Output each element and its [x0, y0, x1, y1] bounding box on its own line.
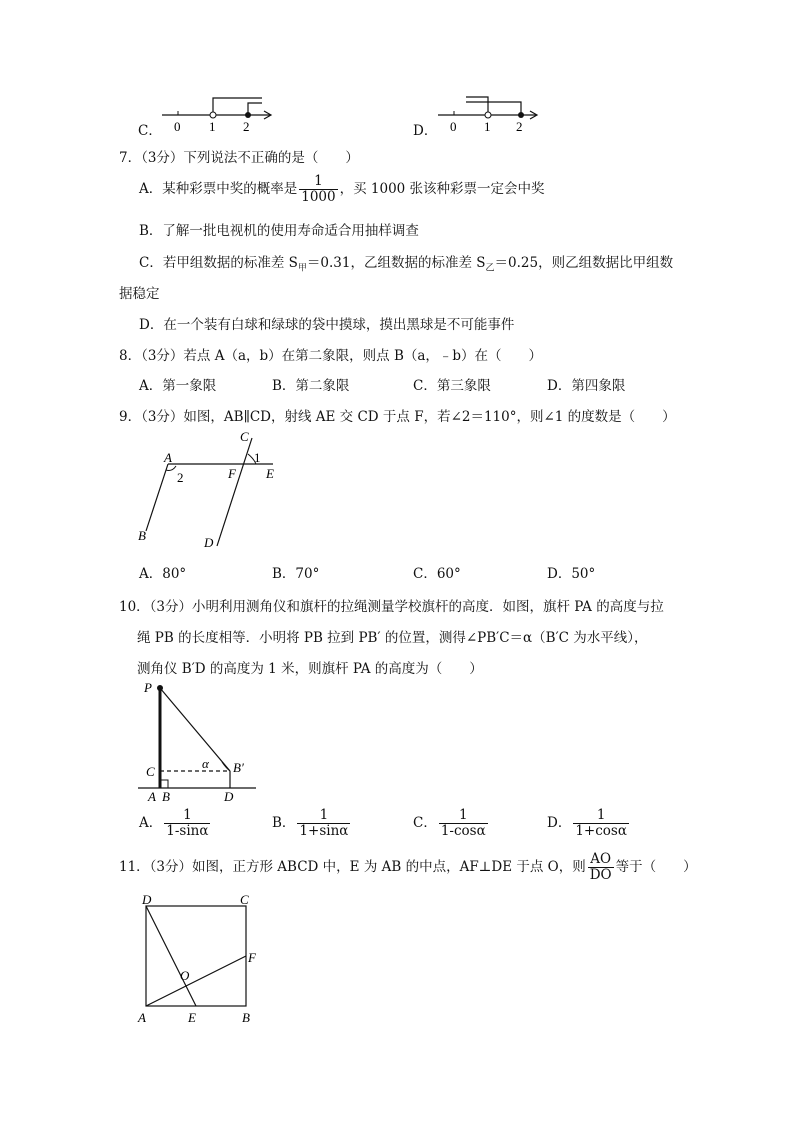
q9-label-c: C: [240, 429, 249, 444]
q10-b-fraction: [297, 808, 350, 839]
q11-label-b: B: [242, 1010, 250, 1025]
q10-option-a: [139, 808, 212, 839]
q6-c-tick-1: 1: [209, 119, 216, 134]
q6-option-d-label: D．: [413, 123, 438, 139]
q11-stem-post: 等于（ ）: [615, 858, 697, 875]
q10-c-num: 1: [458, 807, 468, 823]
q7-option-a: [139, 174, 545, 205]
q7-stem: 7．（3分）下列说法不正确的是（ ）: [119, 150, 359, 166]
q8-stem: 8．（3分）若点 A（a，b）在第二象限，则点 B（a，﹣b）在（ ）: [119, 348, 543, 364]
q10-label-d: D: [224, 789, 234, 804]
q10-figure: [130, 676, 270, 804]
q7-a-prefix: A．某种彩票中奖的概率是: [139, 180, 298, 197]
q10-label-alpha: α: [202, 756, 209, 771]
q7-c-sub2: 乙: [485, 263, 495, 274]
q10-label-c: C: [146, 764, 155, 779]
q6-option-d-number-line: [436, 92, 556, 137]
q10-c-fraction: [439, 808, 488, 839]
q10-option-d: [547, 808, 631, 839]
q10-a-fraction: [164, 808, 210, 839]
q7-option-b: B．了解一批电视机的使用寿命适合用抽样调查: [139, 223, 419, 239]
q9-figure: [130, 426, 290, 554]
q10-label-a: A: [148, 789, 156, 804]
q11-figure: [130, 890, 270, 1030]
q11-label-f: F: [248, 950, 256, 965]
q10-a-num: 1: [183, 807, 192, 823]
q7-option-d: D．在一个装有白球和绿球的袋中摸球，摸出黑球是不可能事件: [139, 317, 515, 333]
q10-option-c: [413, 808, 490, 839]
q10-line2: 绳 PB 的长度相等．小明将 PB 拉到 PB′ 的位置，测得∠PB′C＝α（B′C 为水平线），: [137, 630, 648, 646]
q7-c-part3: ＝0.25，则乙组数据比甲组数: [494, 255, 674, 271]
q11-label-e: E: [188, 1010, 196, 1025]
q9-stem: 9．（3分）如图，AB∥CD，射线 AE 交 CD 于点 F，若∠2＝110°，则∠1 的度数是（ ）: [119, 409, 676, 425]
q10-line3: 测角仪 B′D 的高度为 1 米，则旗杆 PA 的高度为（ ）: [137, 661, 483, 677]
q10-c-letter: C．: [413, 814, 437, 831]
q7-option-c-continued: 据稳定: [119, 286, 160, 302]
q6-d-tick-1: 1: [484, 119, 491, 134]
q6-d-tick-2: 2: [516, 119, 523, 134]
q8-option-b: B．第二象限: [272, 378, 350, 394]
q9-label-2: 2: [177, 470, 184, 485]
q10-a-letter: A．: [139, 814, 163, 831]
q10-c-den: 1-cosα: [440, 822, 486, 839]
q9-option-c: C．60°: [413, 566, 461, 582]
q7-a-denominator: 1000: [301, 188, 336, 205]
q10-d-letter: D．: [547, 814, 572, 831]
q10-d-fraction: [573, 808, 629, 839]
q7-option-c: [139, 251, 673, 274]
q10-label-p: P: [144, 680, 152, 695]
q7-a-numerator: 1: [314, 173, 323, 189]
q8-option-a: A．第一象限: [139, 378, 217, 394]
q9-label-b: B: [138, 528, 146, 543]
q11-label-o: O: [180, 968, 190, 983]
q10-a-den: 1-sinα: [166, 822, 209, 839]
q7-c-part1: C．若甲组数据的标准差 S: [139, 255, 298, 271]
q7-c-sub1: 甲: [297, 263, 307, 274]
q8-option-d: D．第四象限: [547, 378, 626, 394]
q11-frac-den: DO: [589, 866, 612, 883]
q11-label-c: C: [240, 892, 249, 907]
q10-b-num: 1: [319, 807, 329, 823]
q10-b-letter: B．: [272, 814, 296, 831]
q10-option-b: [272, 808, 352, 839]
q6-d-tick-0: 0: [450, 119, 457, 134]
q7-a-fraction: [299, 174, 337, 205]
q10-b-den: 1+sinα: [299, 822, 349, 839]
q11-label-a: A: [138, 1010, 146, 1025]
q10-d-den: 1+cosα: [575, 822, 627, 839]
q9-label-e: E: [266, 466, 274, 481]
q6-c-tick-0: 0: [174, 119, 181, 134]
q10-label-b: B: [162, 789, 170, 804]
q7-c-part2: ＝0.31，乙组数据的标准差 S: [306, 255, 486, 271]
q10-d-num: 1: [596, 807, 606, 823]
q6-option-c-label: C．: [138, 123, 162, 139]
q11-label-d: D: [142, 892, 152, 907]
q9-option-a: A．80°: [139, 566, 187, 582]
q11-frac-num: AO: [590, 851, 612, 867]
q11-fraction: [588, 852, 614, 883]
q6-c-tick-2: 2: [243, 119, 250, 134]
q9-option-b: B．70°: [272, 566, 320, 582]
q11-stem: [119, 852, 697, 883]
q11-stem-pre: 11．（3分）如图，正方形 ABCD 中，E 为 AB 的中点，AF⊥DE 于点 O，则: [119, 858, 586, 875]
q7-a-suffix: ，买 1000 张该种彩票一定会中奖: [339, 180, 545, 197]
q6-option-c-number-line: [160, 92, 280, 137]
q9-label-a: A: [164, 450, 172, 465]
q9-option-d: D．50°: [547, 566, 596, 582]
q10-label-bprime: B′: [233, 760, 244, 775]
q9-label-d: D: [204, 535, 214, 550]
q9-label-1: 1: [254, 450, 261, 465]
q8-option-c: C．第三象限: [413, 378, 491, 394]
q9-label-f: F: [228, 466, 236, 481]
q10-line1: 10．（3分）小明利用测角仪和旗杆的拉绳测量学校旗杆的高度．如图，旗杆 PA 的高度与拉: [119, 599, 664, 615]
